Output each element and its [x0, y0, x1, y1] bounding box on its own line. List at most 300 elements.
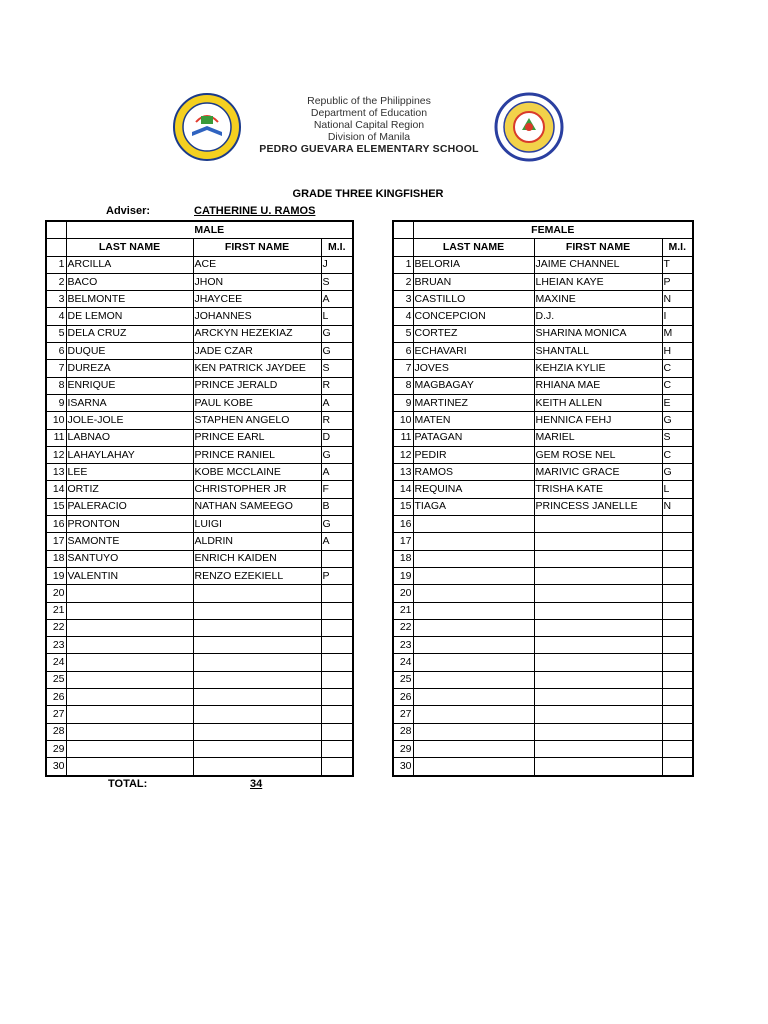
last-name-cell [66, 723, 193, 740]
middle-initial-cell [321, 706, 353, 723]
female-roster-table [392, 220, 694, 777]
last-name-cell: MARTINEZ [413, 394, 534, 411]
column-header-first-name: FIRST NAME [534, 239, 662, 256]
row-number: 30 [393, 758, 413, 776]
table-row [46, 585, 353, 602]
middle-initial-cell: A [321, 533, 353, 550]
table-row [393, 291, 693, 308]
last-name-cell [66, 654, 193, 671]
letterhead-line-republic: Republic of the Philippines [307, 95, 431, 107]
table-row [393, 429, 693, 446]
last-name-cell [413, 567, 534, 584]
last-name-cell [413, 602, 534, 619]
row-number: 5 [46, 325, 66, 342]
column-header-last-name: LAST NAME [413, 239, 534, 256]
last-name-cell: BELORIA [413, 256, 534, 273]
last-name-cell: ARCILLA [66, 256, 193, 273]
first-name-cell [534, 689, 662, 706]
row-number: 29 [46, 740, 66, 757]
row-number: 27 [46, 706, 66, 723]
table-row [46, 343, 353, 360]
last-name-cell [66, 619, 193, 636]
table-row [46, 464, 353, 481]
adviser-label: Adviser: [106, 205, 151, 217]
column-header-last-name: LAST NAME [66, 239, 193, 256]
table-row [46, 481, 353, 498]
row-number: 28 [393, 723, 413, 740]
last-name-cell: CORTEZ [413, 325, 534, 342]
first-name-cell [193, 637, 321, 654]
last-name-cell: DUQUE [66, 343, 193, 360]
first-name-cell: GEM ROSE NEL [534, 446, 662, 463]
last-name-cell [413, 758, 534, 776]
table-row [46, 602, 353, 619]
row-number: 7 [46, 360, 66, 377]
adviser-name: CATHERINE U. RAMOS [194, 205, 316, 217]
table-row [393, 533, 693, 550]
row-number: 19 [393, 567, 413, 584]
middle-initial-cell: R [321, 377, 353, 394]
middle-initial-cell [662, 585, 693, 602]
first-name-cell: JAIME CHANNEL [534, 256, 662, 273]
last-name-cell [66, 602, 193, 619]
table-row [46, 533, 353, 550]
row-number: 13 [46, 464, 66, 481]
table-row [393, 689, 693, 706]
first-name-cell: LHEIAN KAYE [534, 273, 662, 290]
last-name-cell [413, 619, 534, 636]
section-title: GRADE THREE KINGFISHER [292, 188, 444, 200]
division-seal-icon [494, 92, 564, 162]
row-number: 1 [46, 256, 66, 273]
last-name-cell [413, 550, 534, 567]
first-name-cell [534, 585, 662, 602]
middle-initial-cell: P [321, 567, 353, 584]
row-number: 3 [46, 291, 66, 308]
first-name-cell [193, 619, 321, 636]
middle-initial-cell [662, 602, 693, 619]
table-row [393, 360, 693, 377]
middle-initial-cell: L [662, 481, 693, 498]
table-row [46, 723, 353, 740]
last-name-cell: CASTILLO [413, 291, 534, 308]
male-roster-table [45, 220, 354, 777]
table-row [46, 567, 353, 584]
middle-initial-cell: T [662, 256, 693, 273]
row-number: 23 [393, 637, 413, 654]
letterhead-line-region: National Capital Region [313, 119, 425, 131]
table-row [393, 706, 693, 723]
table-row [393, 256, 693, 273]
first-name-cell [534, 533, 662, 550]
row-number: 12 [393, 446, 413, 463]
table-row [393, 671, 693, 688]
row-number: 9 [393, 394, 413, 411]
middle-initial-cell [662, 706, 693, 723]
table-row [393, 446, 693, 463]
last-name-cell: VALENTIN [66, 567, 193, 584]
table-row [46, 758, 353, 776]
last-name-cell: REQUINA [413, 481, 534, 498]
row-number: 12 [46, 446, 66, 463]
school-name: PEDRO GUEVARA ELEMENTARY SCHOOL [259, 143, 479, 155]
row-number: 8 [393, 377, 413, 394]
table-row [393, 550, 693, 567]
school-seal-icon [172, 92, 242, 162]
last-name-cell: PRONTON [66, 516, 193, 533]
last-name-cell: PALERACIO [66, 498, 193, 515]
first-name-cell [193, 758, 321, 776]
middle-initial-cell: D [321, 429, 353, 446]
table-row [393, 567, 693, 584]
row-number: 2 [46, 273, 66, 290]
first-name-cell [193, 654, 321, 671]
row-number: 19 [46, 567, 66, 584]
last-name-cell: LABNAO [66, 429, 193, 446]
last-name-cell: TIAGA [413, 498, 534, 515]
row-number: 26 [393, 689, 413, 706]
row-number: 14 [46, 481, 66, 498]
table-row [393, 654, 693, 671]
middle-initial-cell: F [321, 481, 353, 498]
last-name-cell: BELMONTE [66, 291, 193, 308]
row-number: 18 [46, 550, 66, 567]
first-name-cell [193, 740, 321, 757]
row-number: 5 [393, 325, 413, 342]
middle-initial-cell [662, 516, 693, 533]
last-name-cell: JOVES [413, 360, 534, 377]
row-number: 25 [46, 671, 66, 688]
row-number: 11 [393, 429, 413, 446]
last-name-cell [66, 706, 193, 723]
middle-initial-cell [321, 550, 353, 567]
middle-initial-cell: E [662, 394, 693, 411]
first-name-cell [534, 740, 662, 757]
first-name-cell [534, 758, 662, 776]
first-name-cell: ACE [193, 256, 321, 273]
row-number: 18 [393, 550, 413, 567]
first-name-cell: JADE CZAR [193, 343, 321, 360]
last-name-cell: CONCEPCION [413, 308, 534, 325]
row-number: 16 [393, 516, 413, 533]
row-number: 30 [46, 758, 66, 776]
first-name-cell [534, 619, 662, 636]
middle-initial-cell: S [321, 360, 353, 377]
first-name-cell [193, 671, 321, 688]
last-name-cell: MAGBAGAY [413, 377, 534, 394]
row-number: 6 [393, 343, 413, 360]
table-row [46, 291, 353, 308]
letterhead [258, 95, 480, 155]
table-row [46, 550, 353, 567]
middle-initial-cell [662, 654, 693, 671]
table-row [393, 516, 693, 533]
table-row [393, 464, 693, 481]
middle-initial-cell [321, 671, 353, 688]
table-row [393, 585, 693, 602]
last-name-cell: ORTIZ [66, 481, 193, 498]
total-value: 34 [250, 778, 263, 790]
last-name-cell: ENRIQUE [66, 377, 193, 394]
last-name-cell: ISARNA [66, 394, 193, 411]
first-name-cell [534, 654, 662, 671]
middle-initial-cell: L [321, 308, 353, 325]
middle-initial-cell [662, 723, 693, 740]
table-row [393, 394, 693, 411]
first-name-cell: SHARINA MONICA [534, 325, 662, 342]
last-name-cell: LAHAYLAHAY [66, 446, 193, 463]
first-name-cell: D.J. [534, 308, 662, 325]
middle-initial-cell: G [321, 516, 353, 533]
row-number: 20 [393, 585, 413, 602]
row-number: 17 [393, 533, 413, 550]
first-name-cell [193, 585, 321, 602]
first-name-cell [193, 602, 321, 619]
last-name-cell [66, 671, 193, 688]
table-row [46, 446, 353, 463]
first-name-cell: KEN PATRICK JAYDEE [193, 360, 321, 377]
middle-initial-cell [321, 740, 353, 757]
middle-initial-cell: G [662, 412, 693, 429]
table-row [46, 619, 353, 636]
row-number: 21 [46, 602, 66, 619]
first-name-cell [534, 516, 662, 533]
last-name-cell [413, 706, 534, 723]
first-name-cell: HENNICA FEHJ [534, 412, 662, 429]
last-name-cell [66, 758, 193, 776]
first-name-cell: MAXINE [534, 291, 662, 308]
first-name-cell: PRINCE EARL [193, 429, 321, 446]
row-number: 24 [46, 654, 66, 671]
table-row [393, 343, 693, 360]
row-number: 11 [46, 429, 66, 446]
first-name-cell [193, 723, 321, 740]
table-row [393, 412, 693, 429]
first-name-cell [534, 550, 662, 567]
table-row [393, 740, 693, 757]
first-name-cell [193, 706, 321, 723]
row-number: 3 [393, 291, 413, 308]
first-name-cell: RENZO EZEKIELL [193, 567, 321, 584]
table-row [46, 516, 353, 533]
table-row [46, 394, 353, 411]
letterhead-line-deped: Department of Education [310, 107, 428, 119]
middle-initial-cell: R [321, 412, 353, 429]
middle-initial-cell [321, 602, 353, 619]
first-name-cell [534, 671, 662, 688]
row-number: 20 [46, 585, 66, 602]
table-row [46, 654, 353, 671]
middle-initial-cell: A [321, 394, 353, 411]
middle-initial-cell: C [662, 377, 693, 394]
first-name-cell: JHON [193, 273, 321, 290]
middle-initial-cell: G [321, 343, 353, 360]
row-number: 29 [393, 740, 413, 757]
table-row [393, 308, 693, 325]
middle-initial-cell [321, 654, 353, 671]
first-name-cell: PRINCE RANIEL [193, 446, 321, 463]
row-number: 22 [393, 619, 413, 636]
last-name-cell [66, 740, 193, 757]
middle-initial-cell [662, 637, 693, 654]
row-number: 28 [46, 723, 66, 740]
first-name-cell: PRINCESS JANELLE [534, 498, 662, 515]
table-row [46, 706, 353, 723]
table-row [393, 619, 693, 636]
male-header: MALE [66, 221, 353, 239]
table-row [46, 412, 353, 429]
last-name-cell: PEDIR [413, 446, 534, 463]
last-name-cell: DELA CRUZ [66, 325, 193, 342]
table-row [46, 637, 353, 654]
table-row [46, 273, 353, 290]
last-name-cell [413, 533, 534, 550]
first-name-cell: ALDRIN [193, 533, 321, 550]
row-number: 21 [393, 602, 413, 619]
middle-initial-cell: S [321, 273, 353, 290]
row-number: 15 [393, 498, 413, 515]
middle-initial-cell [321, 585, 353, 602]
middle-initial-cell: A [321, 464, 353, 481]
row-number: 13 [393, 464, 413, 481]
row-number: 27 [393, 706, 413, 723]
last-name-cell [413, 723, 534, 740]
last-name-cell [66, 637, 193, 654]
last-name-cell: BACO [66, 273, 193, 290]
last-name-cell [413, 585, 534, 602]
row-number: 2 [393, 273, 413, 290]
row-number: 4 [393, 308, 413, 325]
last-name-cell: ECHAVARI [413, 343, 534, 360]
middle-initial-cell [321, 758, 353, 776]
middle-initial-cell: A [321, 291, 353, 308]
table-row [46, 308, 353, 325]
first-name-cell: ENRICH KAIDEN [193, 550, 321, 567]
table-row [46, 377, 353, 394]
middle-initial-cell: C [662, 446, 693, 463]
row-number: 10 [393, 412, 413, 429]
middle-initial-cell: P [662, 273, 693, 290]
middle-initial-cell [321, 637, 353, 654]
row-number: 17 [46, 533, 66, 550]
first-name-cell [193, 689, 321, 706]
first-name-cell [534, 723, 662, 740]
first-name-cell: ARCKYN HEZEKIAZ [193, 325, 321, 342]
last-name-cell [413, 637, 534, 654]
middle-initial-cell: B [321, 498, 353, 515]
middle-initial-cell: G [321, 325, 353, 342]
table-row [46, 689, 353, 706]
middle-initial-cell [662, 567, 693, 584]
last-name-cell [66, 585, 193, 602]
middle-initial-cell [321, 619, 353, 636]
row-number: 1 [393, 256, 413, 273]
table-row [393, 325, 693, 342]
row-number: 25 [393, 671, 413, 688]
middle-initial-cell: I [662, 308, 693, 325]
table-row [393, 481, 693, 498]
total-label: TOTAL: [108, 778, 148, 790]
first-name-cell: KEHZIA KYLIE [534, 360, 662, 377]
first-name-cell: SHANTALL [534, 343, 662, 360]
first-name-cell [534, 602, 662, 619]
middle-initial-cell [662, 758, 693, 776]
last-name-cell: SANTUYO [66, 550, 193, 567]
first-name-cell: TRISHA KATE [534, 481, 662, 498]
table-row [393, 377, 693, 394]
column-header-first-name: FIRST NAME [193, 239, 321, 256]
row-number: 16 [46, 516, 66, 533]
table-row [46, 740, 353, 757]
table-row [46, 256, 353, 273]
first-name-cell: MARIEL [534, 429, 662, 446]
first-name-cell: PAUL KOBE [193, 394, 321, 411]
last-name-cell: SAMONTE [66, 533, 193, 550]
first-name-cell [534, 706, 662, 723]
table-row [46, 360, 353, 377]
last-name-cell: RAMOS [413, 464, 534, 481]
first-name-cell: KOBE MCCLAINE [193, 464, 321, 481]
row-number: 4 [46, 308, 66, 325]
first-name-cell: CHRISTOPHER JR [193, 481, 321, 498]
row-number: 9 [46, 394, 66, 411]
middle-initial-cell [662, 533, 693, 550]
first-name-cell: STAPHEN ANGELO [193, 412, 321, 429]
row-number: 8 [46, 377, 66, 394]
row-number: 24 [393, 654, 413, 671]
table-row [393, 723, 693, 740]
table-row [393, 637, 693, 654]
first-name-cell: JHAYCEE [193, 291, 321, 308]
table-row [46, 325, 353, 342]
table-row [393, 758, 693, 776]
middle-initial-cell [662, 689, 693, 706]
middle-initial-cell: G [321, 446, 353, 463]
first-name-cell: PRINCE JERALD [193, 377, 321, 394]
middle-initial-cell [662, 619, 693, 636]
row-number: 22 [46, 619, 66, 636]
first-name-cell [534, 637, 662, 654]
table-row [393, 273, 693, 290]
middle-initial-cell [662, 550, 693, 567]
middle-initial-cell: J [321, 256, 353, 273]
table-row [46, 671, 353, 688]
table-row [46, 498, 353, 515]
last-name-cell: LEE [66, 464, 193, 481]
table-row [46, 429, 353, 446]
table-row [393, 602, 693, 619]
middle-initial-cell [662, 740, 693, 757]
middle-initial-cell: C [662, 360, 693, 377]
table-row [393, 498, 693, 515]
first-name-cell: RHIANA MAE [534, 377, 662, 394]
last-name-cell: DE LEMON [66, 308, 193, 325]
female-header: FEMALE [413, 221, 693, 239]
last-name-cell: MATEN [413, 412, 534, 429]
middle-initial-cell: G [662, 464, 693, 481]
middle-initial-cell: M [662, 325, 693, 342]
row-number: 14 [393, 481, 413, 498]
first-name-cell [534, 567, 662, 584]
column-header-mi: M.I. [321, 239, 353, 256]
first-name-cell: NATHAN SAMEEGO [193, 498, 321, 515]
last-name-cell: DUREZA [66, 360, 193, 377]
middle-initial-cell: H [662, 343, 693, 360]
row-number: 26 [46, 689, 66, 706]
last-name-cell: PATAGAN [413, 429, 534, 446]
middle-initial-cell: S [662, 429, 693, 446]
row-number: 23 [46, 637, 66, 654]
